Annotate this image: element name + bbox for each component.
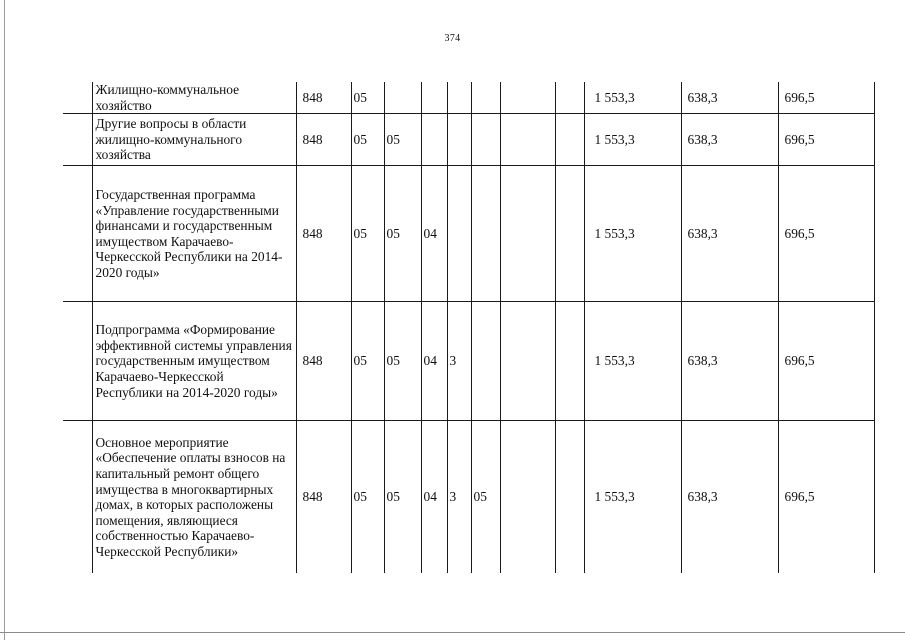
table-body [63,82,874,573]
pr-code: 05 [384,166,421,302]
program-code: 04 [421,421,447,574]
table-row [63,82,874,114]
rz-code: 05 [351,82,384,114]
subprogram-code [447,114,471,166]
measure-code [471,166,500,302]
sum-year-1: 1 553,3 [584,82,681,114]
row-index-cell [63,166,92,302]
sum-year-1: 1 553,3 [584,302,681,421]
subprogram-code [447,166,471,302]
sum-year-3: 696,5 [778,302,874,421]
direction-code [500,114,555,166]
measure-code [471,114,500,166]
direction-code [500,302,555,421]
sum-year-2: 638,3 [681,166,778,302]
rz-code: 05 [351,114,384,166]
sum-year-2: 638,3 [681,421,778,574]
table-row [63,421,874,574]
ved-code: 848 [296,302,351,421]
table-row [63,114,874,166]
direction-code [500,421,555,574]
table-row [63,166,874,302]
budget-table [63,82,875,573]
scan-edge-line [4,0,5,640]
ved-code: 848 [296,114,351,166]
ved-code: 848 [296,166,351,302]
item-name: Другие вопросы в области жилищно-коммунального хозяйства [92,114,296,166]
vr-code [555,114,584,166]
ved-code: 848 [296,82,351,114]
sum-year-1: 1 553,3 [584,166,681,302]
sum-year-3: 696,5 [778,82,874,114]
row-index-cell [63,82,92,114]
rz-code: 05 [351,421,384,574]
vr-code [555,421,584,574]
pr-code: 05 [384,114,421,166]
item-name: Государственная программа «Управление государственными финансами и государственным имуществом Карачаево-Черкесской Республики на 2014-2020 годы» [92,166,296,302]
vr-code [555,82,584,114]
sum-year-2: 638,3 [681,114,778,166]
subprogram-code: 3 [447,302,471,421]
measure-code: 05 [471,421,500,574]
ved-code: 848 [296,421,351,574]
row-index-cell [63,421,92,574]
program-code [421,82,447,114]
rz-code: 05 [351,166,384,302]
subprogram-code [447,82,471,114]
sum-year-3: 696,5 [778,166,874,302]
direction-code [500,166,555,302]
program-code [421,114,447,166]
sum-year-3: 696,5 [778,114,874,166]
row-index-cell [63,302,92,421]
table-row [63,302,874,421]
item-name: Жилищно-коммунальное хозяйство [92,82,296,114]
page-number: 374 [444,33,461,44]
subprogram-code: 3 [447,421,471,574]
measure-code [471,302,500,421]
rz-code: 05 [351,302,384,421]
program-code: 04 [421,302,447,421]
direction-code [500,82,555,114]
sum-year-2: 638,3 [681,82,778,114]
sum-year-3: 696,5 [778,421,874,574]
item-name: Основное мероприятие «Обеспечение оплаты взносов на капитальный ремонт общего имущества в многоквартирных домах, в которых расположены помещения, являющиеся собственностью Карачаево-Черкесской Республики» [92,421,296,574]
scan-bottom-line [0,632,905,633]
vr-code [555,302,584,421]
pr-code [384,82,421,114]
sum-year-2: 638,3 [681,302,778,421]
measure-code [471,82,500,114]
vr-code [555,166,584,302]
pr-code: 05 [384,421,421,574]
item-name: Подпрограмма «Формирование эффективной системы управления государственным имуществом Карачаево-Черкесской Республики на 2014-2020 годы» [92,302,296,421]
sum-year-1: 1 553,3 [584,114,681,166]
pr-code: 05 [384,302,421,421]
program-code: 04 [421,166,447,302]
row-index-cell [63,114,92,166]
sum-year-1: 1 553,3 [584,421,681,574]
